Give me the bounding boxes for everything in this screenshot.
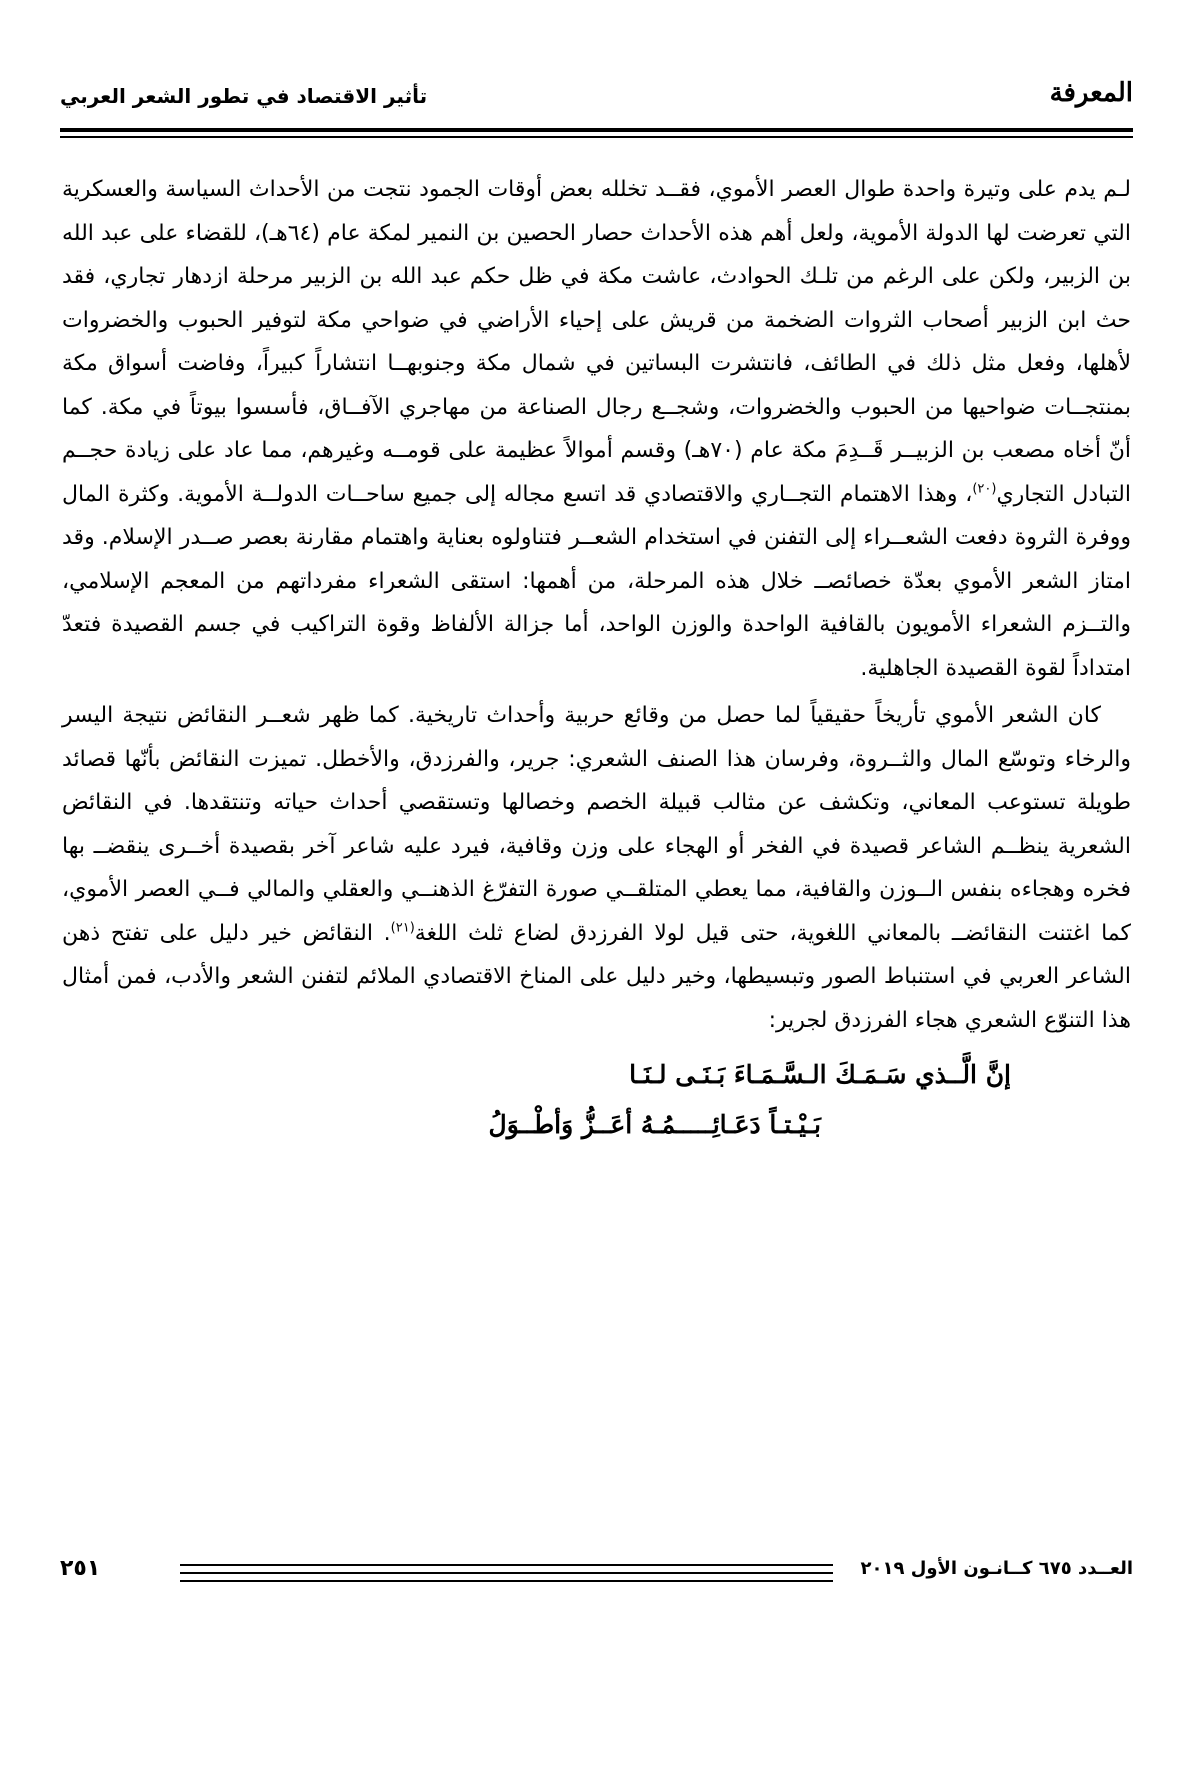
paragraph-1 (62, 168, 1131, 690)
paragraph-2-text-b: . النقائض خير دليل على تفتح ذهن الشاعر العربي في استنباط الصور وتبسيطها، وخير دليل على المناخ الاقتصادي الملائم لتفنن الشعر والأدب، فمن أمثال هذا التنوّع الشعري هجاء الفرزدق لجرير: (62, 920, 1131, 1033)
page-number: ٢٥١ (60, 1556, 101, 1581)
verse-line-2: بَـيْـتـاً دَعَـائِـــــمُـهُ أعَــزُّ وَأطْــوَلُ (488, 1110, 821, 1139)
page-header (60, 78, 1133, 118)
journal-logo: المعرفة (1049, 78, 1133, 108)
paragraph-2 (62, 694, 1131, 1042)
issue-info: العــدد ٦٧٥ كــانـون الأول ٢٠١٩ (860, 1558, 1133, 1579)
running-title: تأثير الاقتصاد في تطور الشعر العربي (60, 84, 428, 108)
article-body (62, 168, 1131, 1150)
paragraph-2-text-a: كان الشعر الأموي تأريخاً حقيقياً لما حصل من وقائع حربية وأحداث تاريخية. كما ظهر شعــر النقائض نتيجة اليسر والرخاء وتوسّع المال والثــروة، وفرسان هذا الصنف الشعري: جرير، والفرزدق، والأخطل. تميزت النقائض بأنّها قصائد طويلة تستوعب المعاني، وتكشف عن مثالب قبيلة الخصم وخصالها وتستقصي أحداث حياته وتنتقدها. في النقائض الشعرية ينظــم الشاعر قصيدة في الفخر أو الهجاء على وزن وقافية، فيرد عليه شاعر آخر بقصيدة أخــرى ينقضــ بها فخره وهجاءه بنفس الــوزن والقافية، مما يعطي المتلقــي صورة التفرّغ الذهنــي والعقلي والمالي فــي العصر الأموي، كما اغتنت النقائضــ بالمعاني اللغوية، حتى قيل لولا الفرزدق لضاع ثلث اللغة (62, 703, 1131, 946)
poem-verse (62, 1050, 1131, 1150)
footer-rule-3 (180, 1580, 833, 1582)
footnote-ref-20[interactable]: (٢٠) (972, 481, 997, 497)
footer-rule-1 (180, 1564, 833, 1566)
page-footer (60, 1558, 1133, 1588)
paragraph-1-text-a: لـم يدم على وتيرة واحدة طوال العصر الأموي، فقــد تخلله بعض أوقات الجمود نتجت من الأحداث السياسة والعسكرية التي تعرضت لها الدولة الأموية، ولعل أهم هذه الأحداث حصار الحصين بن النمير لمكة عام (٦٤هـ)، للقضاء على عبد الله بن الزبير، ولكن على الرغم من تلـك الحوادث، عاشت مكة في ظل حكم عبد الله بن الزبير مرحلة ازدهار تجاري، فقد حث ابن الزبير أصحاب الثروات الضخمة من قريش على إحياء الأراضي في ضواحي مكة لتوفير الحبوب والخضروات لأهلها، وفعل مثل ذلك في الطائف، فانتشرت البساتين في شمال مكة وجنوبهــا انتشاراً كبيراً، وفاضت أسواق مكة بمنتجــات ضواحيها من الحبوب والخضروات، وشجــع رجال الصناعة من مهاجري الآفــاق، فأسسوا بيوتاً في مكة. كما أنّ أخاه مصعب بن الزبيــر قَــدِمَ مكة عام (٧٠هـ) وقسم أموالاً عظيمة على قومــه وغيرهم، مما عاد على زيادة حجــم التبادل التجاري (62, 177, 1132, 507)
footer-rule-2 (180, 1572, 833, 1574)
verse-line-1: إنَّ الَّــذي سَـمَـكَ الـسَّـمَـاءَ بَـنَـى لـنَـا (629, 1060, 1011, 1089)
header-rule-thin (60, 136, 1133, 138)
paragraph-1-text-b: ، وهذا الاهتمام التجــاري والاقتصادي قد اتسع مجاله إلى جميع ساحــات الدولــة الأموية. وكثرة المال ووفرة الثروة دفعت الشعــراء إلى التفنن في استخدام الشعــر فتناولوه بعناية واهتمام مقارنة بعصر صــدر الإسلام. وقد امتاز الشعر الأموي بعدّة خصائصــ خلال هذه المرحلة، من أهمها: استقى الشعراء مفرداتهم من المعجم الإسلامي، والتــزم الشعراء الأمويون بالقافية الواحدة والوزن الواحد، أما جزالة الألفاظ وقوة التراكيب في جسم القصيدة فتعدّ امتداداً لقوة القصيدة الجاهلية. (62, 481, 1131, 681)
header-rule-thick (60, 128, 1133, 132)
footnote-ref-21[interactable]: (٢١) (390, 920, 415, 936)
